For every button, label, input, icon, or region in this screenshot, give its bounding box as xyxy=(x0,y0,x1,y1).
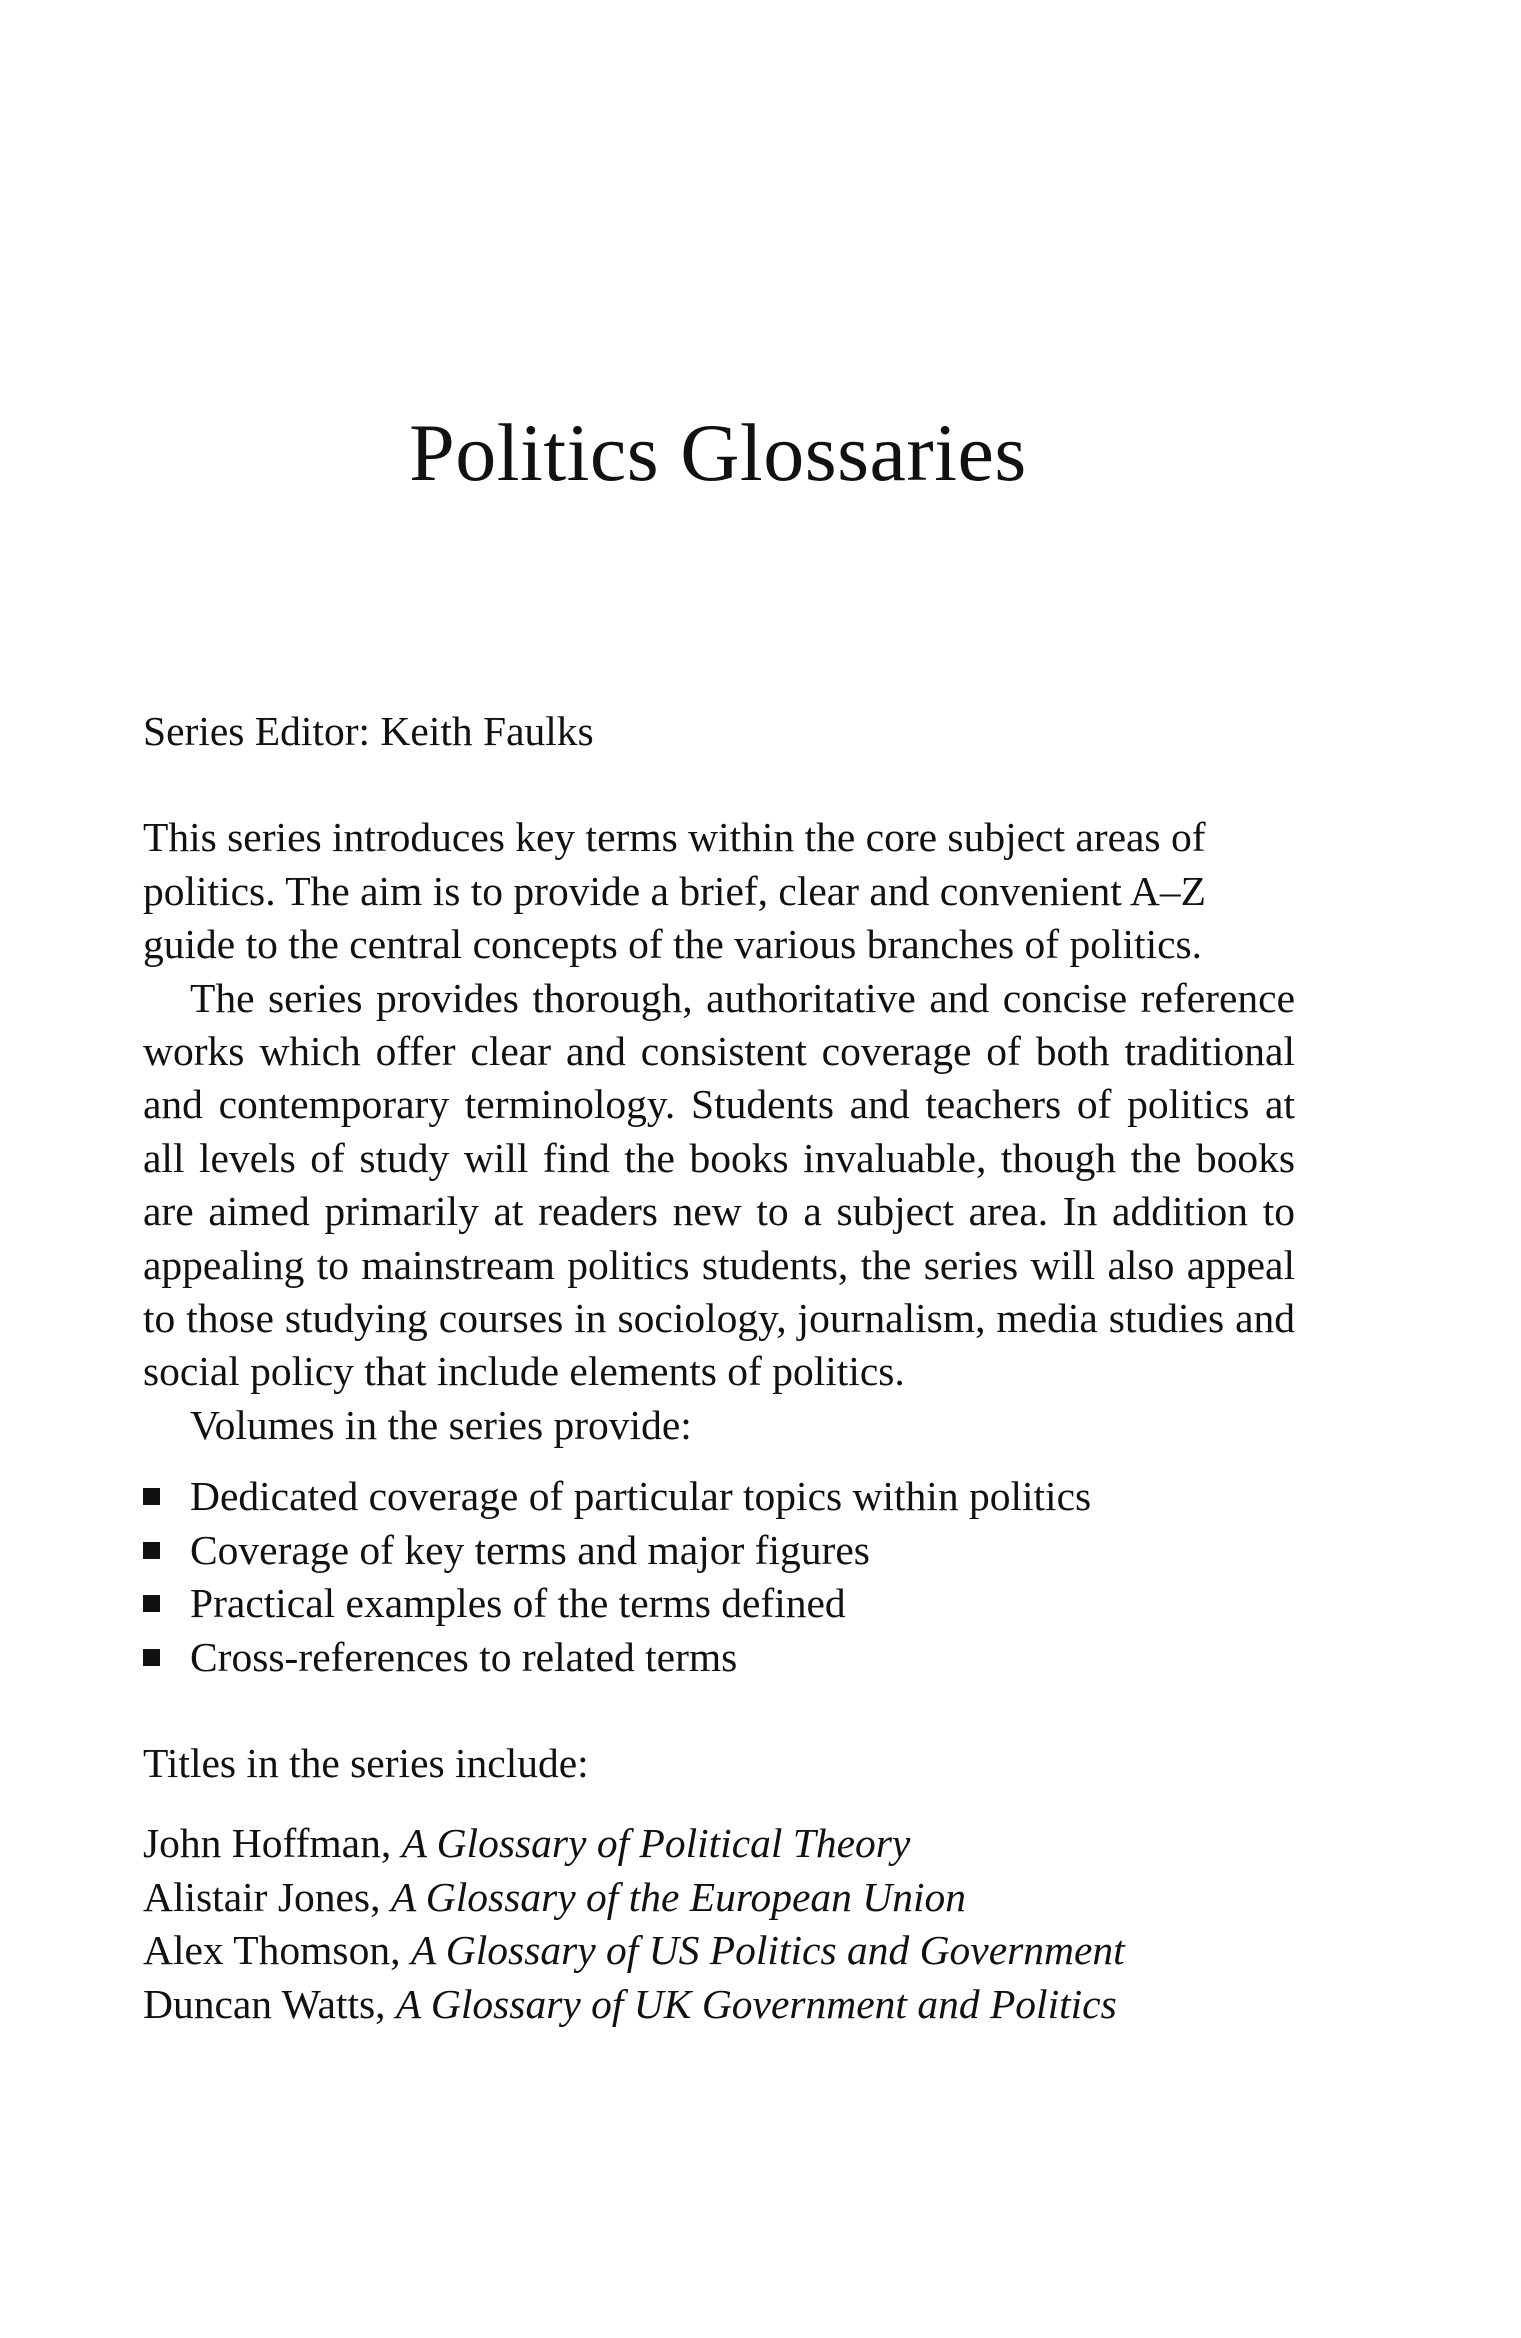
series-editor: Series Editor: Keith Faulks xyxy=(143,708,594,754)
list-item xyxy=(143,1577,1295,1630)
intro-paragraph: This series introduces key terms within the core subject areas of politics. The aim is to provide a brief, clear and convenient A–Z guide to the central concepts of the various branches of politics. xyxy=(143,814,1206,968)
title-author: Duncan Watts, xyxy=(143,1980,396,2027)
feature-list xyxy=(143,1470,1295,1684)
list-item xyxy=(143,1631,1295,1684)
page-title: Politics Glossaries xyxy=(409,407,1027,498)
titles-heading: Titles in the series include: xyxy=(143,1739,589,1786)
title-author: Alistair Jones, xyxy=(143,1873,391,1920)
list-item-text: Coverage of key terms and major figures xyxy=(190,1526,870,1573)
list-item xyxy=(143,1524,1295,1577)
square-bullet-icon xyxy=(143,1488,160,1505)
titles-list xyxy=(143,1817,1295,2031)
list-item-text: Dedicated coverage of particular topics within politics xyxy=(190,1473,1092,1520)
description-paragraph: The series provides thorough, authoritative and concise reference works which offer clear and consistent coverage of both traditional and contemporary terminology. Students and teachers of politics at all levels of study will find the books invaluable, though the books are aimed primarily at readers new to a subject area. In addition to appealing to mainstream politics students, the series will also appeal to those studying courses in sociology, journalism, media studies and social policy that include elements of politics. xyxy=(143,974,1295,1395)
title-author: Alex Thomson, xyxy=(143,1927,411,1974)
list-item-text: Practical examples of the terms defined xyxy=(190,1580,846,1627)
book-title: A Glossary of Political Theory xyxy=(401,1820,911,1867)
book-title: A Glossary of UK Government and Politics xyxy=(395,1980,1117,2027)
title-author: John Hoffman, xyxy=(143,1820,402,1867)
square-bullet-icon xyxy=(143,1542,160,1559)
page-content xyxy=(143,705,1295,2031)
title-entry xyxy=(143,1871,1295,1924)
book-title: A Glossary of the European Union xyxy=(390,1873,967,1920)
book-title: A Glossary of US Politics and Government xyxy=(410,1927,1125,1974)
volumes-intro: Volumes in the series provide: xyxy=(190,1401,692,1448)
list-item-text: Cross-references to related terms xyxy=(190,1633,738,1680)
square-bullet-icon xyxy=(143,1649,160,1666)
title-entry xyxy=(143,1978,1295,2031)
square-bullet-icon xyxy=(143,1595,160,1612)
title-entry xyxy=(143,1817,1295,1870)
list-item xyxy=(143,1470,1295,1523)
title-entry xyxy=(143,1924,1295,1977)
